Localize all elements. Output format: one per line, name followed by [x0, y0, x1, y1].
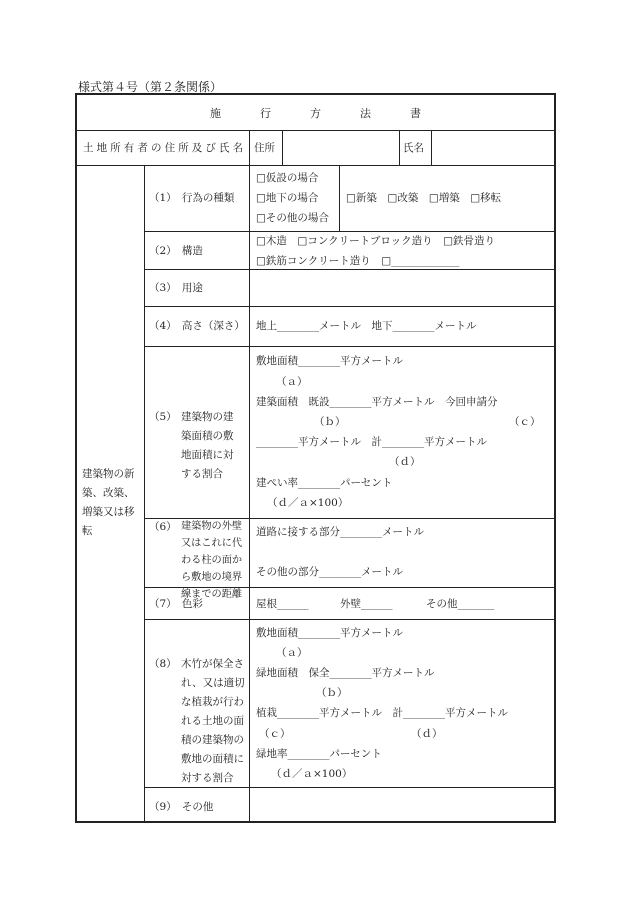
height-label: （4） 高さ（深さ） [149, 320, 245, 332]
act-options[interactable]: □新築 □改築 □増築 □移転 [346, 192, 502, 204]
coverage-ratio[interactable]: 建ぺい率________パーセント [256, 477, 393, 489]
coverage-mark-d: （ｄ） [389, 456, 421, 468]
name-label: 氏名 [403, 142, 424, 154]
divider [77, 165, 554, 166]
greenery-green-area[interactable]: 緑地面積 保全________平方メートル [256, 667, 435, 679]
divider [144, 619, 554, 620]
address-field[interactable] [283, 131, 398, 164]
greenery-mark-b: （ｂ） [316, 687, 348, 699]
group-label: 建築物の新築、改築、増築又は移転 [82, 468, 135, 537]
greenery-label-num: （8） [149, 658, 177, 670]
divider [249, 130, 250, 821]
coverage-mark-b: （ｂ） [314, 416, 346, 428]
address-label: 住所 [254, 142, 275, 154]
greenery-mark-a: （ａ） [276, 647, 308, 659]
greenery-site-area[interactable]: 敷地面積________平方メートル [256, 627, 403, 639]
coverage-area-total[interactable]: ________平方メートル 計________平方メートル [256, 436, 487, 448]
greenery-mark-c: （ｃ） [259, 728, 291, 740]
coverage-mark-a: （ａ） [276, 376, 308, 388]
setback-road[interactable]: 道路に接する部分________メートル [256, 526, 424, 538]
divider [144, 231, 554, 232]
act-option-temporary[interactable]: □仮設の場合 [256, 172, 319, 184]
use-label: （3） 用途 [149, 282, 203, 294]
greenery-plant[interactable]: 植栽________平方メートル 計________平方メートル [256, 707, 508, 719]
setback-label: 建築物の外壁又はこれに代わる柱の面から敷地の境界線までの距離 [181, 521, 243, 600]
owner-label: 土地所有者の住所及び氏名 [83, 142, 247, 154]
color-wall[interactable]: 外壁______ [340, 598, 393, 610]
structure-label: （2） 構造 [149, 245, 203, 257]
act-label: （1） 行為の種類 [149, 192, 235, 204]
coverage-label-num: （5） [149, 411, 177, 423]
page-title: 施 行 方 法 書 [210, 107, 421, 120]
coverage-site-area[interactable]: 敷地面積________平方メートル [256, 355, 403, 367]
coverage-mark-c: （ｃ） [509, 416, 541, 428]
divider [144, 165, 145, 821]
greenery-mark-d: （ｄ） [411, 728, 443, 740]
act-option-other[interactable]: □その他の場合 [256, 212, 329, 224]
coverage-building-area[interactable]: 建築面積 既設________平方メートル 今回申請分 [256, 396, 498, 408]
divider [399, 130, 400, 165]
structure-line1[interactable]: □木造 □コンクリートブロック造り □鉄骨造り [256, 235, 496, 247]
color-label: （7） 色彩 [149, 598, 203, 610]
setback-label-num: （6） [149, 521, 177, 533]
form-caption: 様式第４号（第２条関係） [78, 80, 223, 94]
color-roof[interactable]: 屋根______ [256, 598, 309, 610]
use-field[interactable] [250, 270, 553, 305]
form-table [75, 93, 556, 823]
divider [339, 165, 340, 231]
color-other[interactable]: その他_______ [426, 598, 495, 610]
divider [144, 346, 554, 347]
name-field[interactable] [432, 131, 553, 164]
greenery-label: 木竹が保全され、又は適切な植栽が行われる土地の面積の建築物の敷地の面積に対する割合 [181, 658, 245, 784]
height-line[interactable]: 地上________メートル 地下________メートル [256, 320, 477, 332]
act-option-underground[interactable]: □地下の場合 [256, 192, 319, 204]
other-field[interactable] [250, 788, 553, 821]
structure-line2[interactable]: □鉄筋コンクリート造り □_____________ [256, 255, 460, 267]
coverage-label: 建築物の建築面積の敷地面積に対する割合 [181, 411, 234, 480]
coverage-formula: （ｄ／ａ×100） [267, 497, 349, 509]
greenery-formula: （ｄ／ａ×100） [271, 768, 353, 780]
greenery-ratio[interactable]: 緑地率________パーセント [256, 748, 382, 760]
setback-other[interactable]: その他の部分________メートル [256, 566, 403, 578]
divider [144, 306, 554, 307]
other-label: （9） その他 [149, 801, 214, 813]
